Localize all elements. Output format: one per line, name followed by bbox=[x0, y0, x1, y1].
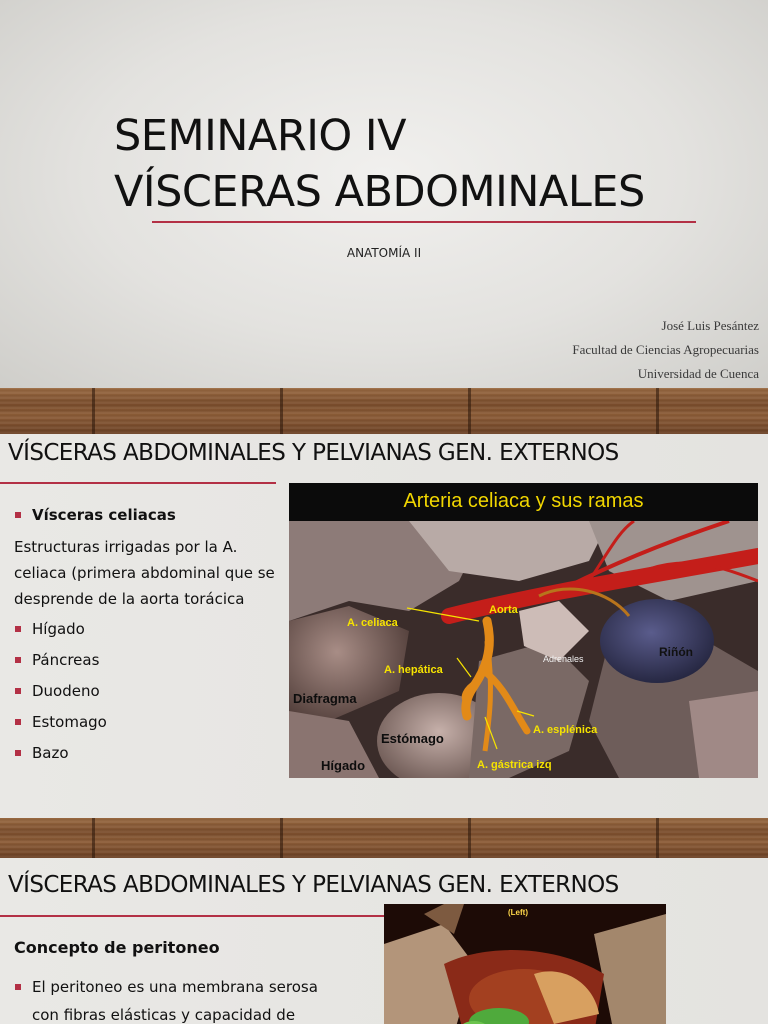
author-block bbox=[572, 314, 759, 386]
organ-list bbox=[14, 620, 286, 762]
list-item: Hígado bbox=[14, 620, 286, 638]
photo-title: Arteria celiaca y sus ramas bbox=[403, 490, 644, 512]
section-title: VÍSCERAS ABDOMINALES Y PELVIANAS GEN. EXTERNOS bbox=[8, 440, 619, 466]
anatomy-illustration bbox=[384, 904, 666, 1024]
list-item: Bazo bbox=[14, 744, 286, 762]
list-item: Duodeno bbox=[14, 682, 286, 700]
label-estomago: Estómago bbox=[381, 731, 444, 746]
list-item: Páncreas bbox=[14, 651, 286, 669]
celiac-artery-photo bbox=[289, 483, 758, 778]
peritoneum-heading: Concepto de peritoneo bbox=[14, 938, 220, 957]
content-slide-celiac bbox=[0, 434, 768, 818]
slide-body bbox=[14, 938, 344, 1024]
title-line-1: SEMINARIO IV bbox=[114, 111, 406, 161]
author-name: José Luis Pesántez bbox=[661, 318, 759, 333]
photo-side-label: (Left) bbox=[508, 908, 528, 917]
title-accent-rule bbox=[152, 221, 696, 223]
peritoneum-photo bbox=[384, 904, 666, 1024]
section-accent-rule bbox=[0, 915, 384, 917]
list-item: Estomago bbox=[14, 713, 286, 731]
label-rinon: Riñón bbox=[659, 645, 693, 659]
title-line-2: VÍSCERAS ABDOMINALES bbox=[114, 167, 645, 217]
section-title: VÍSCERAS ABDOMINALES Y PELVIANAS GEN. EXTERNOS bbox=[8, 872, 619, 898]
list-item: El peritoneo es una membrana serosa con fibras elásticas y capacidad de bbox=[14, 973, 344, 1024]
label-higado: Hígado bbox=[321, 758, 366, 773]
title-slide bbox=[0, 0, 768, 388]
heading-bullet: Vísceras celiacas bbox=[14, 506, 286, 524]
label-esplenica: A. esplénica bbox=[533, 724, 598, 736]
author-university: Universidad de Cuenca bbox=[637, 366, 759, 381]
wood-divider bbox=[0, 388, 768, 434]
label-adrenales: Adrenales bbox=[543, 654, 584, 664]
label-celiaca: A. celiaca bbox=[347, 617, 398, 629]
slide-title bbox=[114, 108, 645, 220]
slide-body bbox=[14, 506, 286, 775]
section-accent-rule bbox=[0, 482, 276, 484]
content-slide-peritoneum bbox=[0, 858, 768, 1024]
label-hepatica: A. hepática bbox=[384, 664, 443, 676]
label-diafragma: Diafragma bbox=[293, 691, 357, 706]
author-faculty: Facultad de Ciencias Agropecuarias bbox=[572, 342, 759, 357]
slide-subtitle: ANATOMÍA II bbox=[346, 246, 422, 260]
label-aorta: Aorta bbox=[489, 604, 518, 616]
label-gastrica: A. gástrica izq bbox=[477, 759, 552, 771]
wood-divider bbox=[0, 818, 768, 858]
description-text: Estructuras irrigadas por la A. celiaca (primera abdominal que se desprende de la aorta torácica bbox=[14, 538, 275, 608]
